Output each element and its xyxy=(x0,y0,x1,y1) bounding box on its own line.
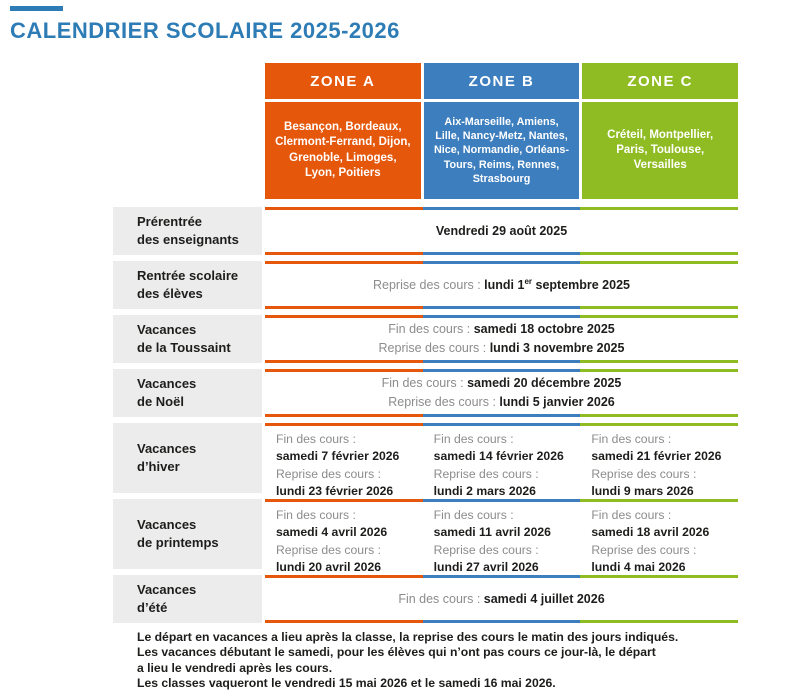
fin-value: samedi 14 février 2026 xyxy=(433,449,564,464)
zone-b-header: ZONE B xyxy=(424,63,580,99)
row-content xyxy=(265,423,738,498)
date-value: samedi 18 octobre 2025 xyxy=(473,322,615,337)
date-line xyxy=(265,374,738,393)
row-dates xyxy=(265,372,738,414)
fin-label: Fin des cours : xyxy=(276,432,356,446)
calendar-rows xyxy=(113,207,738,623)
zone-c-dates xyxy=(580,426,738,500)
date-prefix: Fin des cours : xyxy=(381,376,468,391)
zone-c-header: ZONE C xyxy=(582,63,738,99)
footnote-line: Les classes vaqueront le vendredi 15 mai 2026 et le samedi 16 mai 2026. xyxy=(137,675,556,690)
date-line xyxy=(265,222,738,241)
zone-c-cities: Créteil, Montpellier, Paris, Toulouse, Versailles xyxy=(582,102,738,199)
date-value: lundi 1 xyxy=(484,277,525,292)
header-spacer xyxy=(113,63,265,99)
date-value: Vendredi 29 août 2025 xyxy=(435,223,568,238)
date-value: samedi 20 décembre 2025 xyxy=(467,376,622,391)
row-label xyxy=(113,499,262,569)
row-label xyxy=(113,423,262,493)
zone-b-dates xyxy=(423,502,581,576)
fin-value: samedi 18 avril 2026 xyxy=(591,525,710,540)
reprise-value: lundi 23 février 2026 xyxy=(276,483,394,498)
row-dates xyxy=(265,264,738,306)
row-ete xyxy=(113,575,738,623)
row-toussaint xyxy=(113,315,738,363)
zone-stripe-bottom xyxy=(265,620,738,623)
row-dates xyxy=(265,426,738,500)
row-label-line2: des élèves xyxy=(137,286,203,301)
row-label xyxy=(113,207,262,255)
fin-label: Fin des cours : xyxy=(433,432,514,446)
row-label-line1: Prérentrée xyxy=(137,213,203,229)
row-rentree xyxy=(113,261,738,309)
zone-b-cities: Aix-Marseille, Amiens, Lille, Nancy-Metz, Nantes, Nice, Normandie, Orléans-Tours, Reims, Rennes, Strasbourg xyxy=(424,102,580,199)
row-dates xyxy=(265,210,738,252)
row-label-line2: des enseignants xyxy=(137,232,239,247)
reprise-value: lundi 2 mars 2026 xyxy=(433,483,536,498)
row-content xyxy=(265,499,738,574)
zone-stripe-bottom xyxy=(265,360,738,363)
footnotes xyxy=(137,630,777,691)
row-content xyxy=(265,207,738,255)
reprise-label: Reprise des cours : xyxy=(591,542,697,557)
row-label-line2: de la Toussaint xyxy=(137,340,231,355)
row-prerentree xyxy=(113,207,738,255)
row-label-line1: Vacances xyxy=(137,581,197,597)
date-line xyxy=(265,393,738,412)
row-noel xyxy=(113,369,738,417)
row-label-line2: d’été xyxy=(137,600,168,615)
zone-stripe-bottom xyxy=(265,414,738,417)
fin-label: Fin des cours : xyxy=(276,508,356,522)
zone-a-header: ZONE A xyxy=(265,63,421,99)
date-prefix: Fin des cours : xyxy=(388,322,474,337)
reprise-label: Reprise des cours : xyxy=(276,542,381,557)
date-prefix: Reprise des cours : xyxy=(378,341,490,355)
row-label-line1: Rentrée scolaire xyxy=(137,267,239,283)
date-value: samedi 4 juillet 2026 xyxy=(483,591,605,606)
reprise-value: lundi 9 mars 2026 xyxy=(591,483,694,498)
row-label xyxy=(113,575,262,623)
fin-value: samedi 21 février 2026 xyxy=(591,449,722,464)
row-content xyxy=(265,315,738,363)
row-content xyxy=(265,575,738,623)
fin-value: samedi 4 avril 2026 xyxy=(276,525,388,540)
zone-stripe-bottom xyxy=(265,306,738,309)
reprise-label: Reprise des cours : xyxy=(433,466,539,481)
date-prefix: Reprise des cours : xyxy=(388,395,500,409)
zone-a-dates xyxy=(265,502,423,576)
row-label-line1: Vacances xyxy=(137,375,197,391)
fin-label: Fin des cours : xyxy=(591,432,672,446)
footnote-line: Le départ en vacances a lieu après la classe, la reprise des cours le matin des jours indiqués. xyxy=(137,630,679,644)
row-label-line2: de Noël xyxy=(137,394,184,409)
row-label xyxy=(113,369,262,417)
calendar-table xyxy=(113,63,738,623)
row-label-line2: d’hiver xyxy=(137,459,180,474)
row-label-line2: de printemps xyxy=(137,535,219,550)
date-prefix: Fin des cours : xyxy=(398,591,484,606)
date-prefix: Reprise des cours : xyxy=(373,277,485,292)
footnote-line: Les vacances débutant le samedi, pour les élèves qui n’ont pas cours ce jour-là, le départ xyxy=(137,645,656,660)
zone-cities-row xyxy=(113,102,738,199)
row-label-line1: Vacances xyxy=(137,321,197,337)
row-printemps xyxy=(113,499,738,574)
date-value: lundi 5 janvier 2026 xyxy=(499,395,615,409)
row-content xyxy=(265,369,738,417)
row-label-line1: Vacances xyxy=(137,516,197,532)
fin-label: Fin des cours : xyxy=(433,508,514,522)
zone-c-dates xyxy=(580,502,738,576)
row-label xyxy=(113,261,262,309)
reprise-value: lundi 4 mai 2026 xyxy=(591,559,686,574)
reprise-value: lundi 27 avril 2026 xyxy=(433,559,539,574)
page-title: CALENDRIER SCOLAIRE 2025-2026 xyxy=(10,18,400,43)
row-dates xyxy=(265,578,738,620)
fin-label: Fin des cours : xyxy=(591,508,672,522)
footnote-line: a lieu le vendredi après les cours. xyxy=(137,660,333,675)
date-line xyxy=(265,276,738,295)
date-line xyxy=(265,339,738,358)
date-ordinal: er xyxy=(524,276,533,286)
date-line xyxy=(265,590,738,609)
reprise-label: Reprise des cours : xyxy=(276,466,381,481)
fin-value: samedi 7 février 2026 xyxy=(276,449,400,464)
date-value: lundi 3 novembre 2025 xyxy=(489,341,625,355)
row-content xyxy=(265,261,738,309)
row-dates xyxy=(265,318,738,360)
reprise-label: Reprise des cours : xyxy=(591,466,697,481)
row-label xyxy=(113,315,262,363)
date-value: septembre 2025 xyxy=(532,277,630,292)
row-hiver xyxy=(113,423,738,498)
reprise-value: lundi 20 avril 2026 xyxy=(276,559,382,574)
zone-a-dates xyxy=(265,426,423,500)
row-dates xyxy=(265,502,738,576)
zone-stripe-bottom xyxy=(265,252,738,255)
row-label-line1: Vacances xyxy=(137,440,197,456)
date-line xyxy=(265,320,738,339)
title-accent-bar xyxy=(10,6,63,11)
zone-a-cities: Besançon, Bordeaux, Clermont-Ferrand, Dijon, Grenoble, Limoges, Lyon, Poitiers xyxy=(265,102,421,199)
zone-header-row xyxy=(113,63,738,99)
zone-b-dates xyxy=(423,426,581,500)
cities-spacer xyxy=(113,102,265,199)
fin-value: samedi 11 avril 2026 xyxy=(433,525,551,540)
reprise-label: Reprise des cours : xyxy=(433,542,539,557)
